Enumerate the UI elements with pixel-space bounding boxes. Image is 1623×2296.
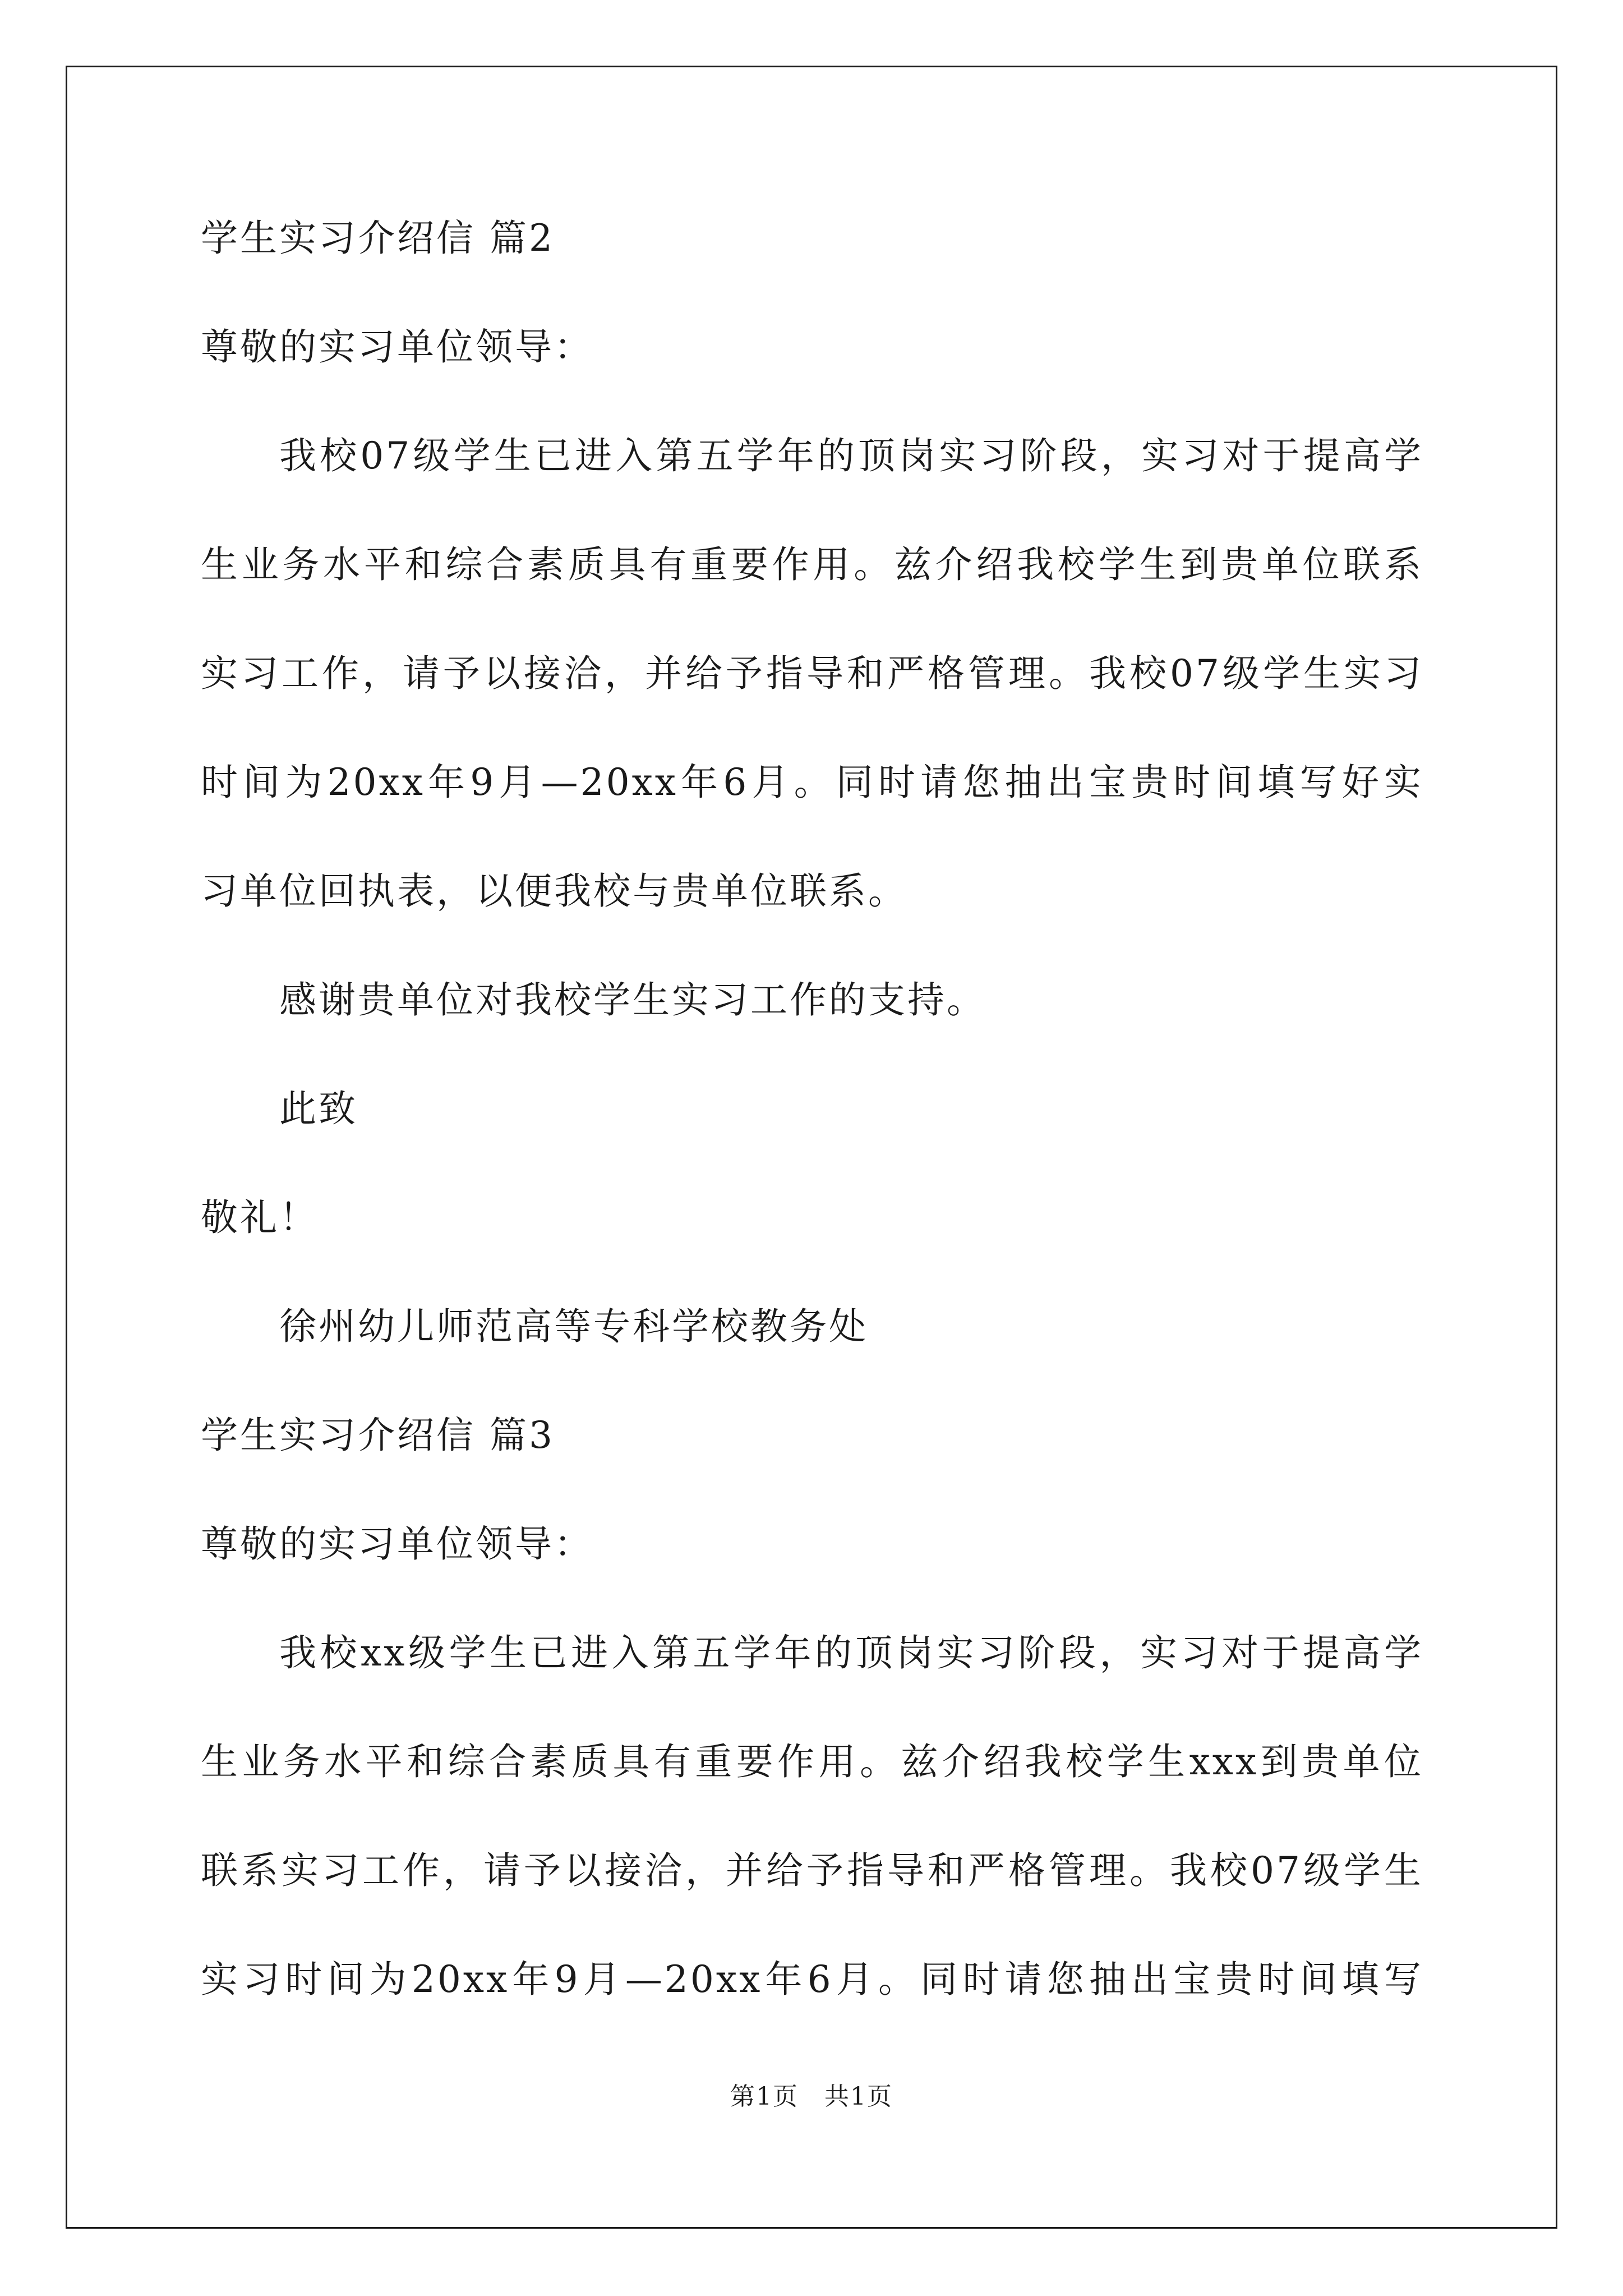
section-3-body-line: 联系实习工作，请予以接洽，并给予指导和严格管理。我校07级学生: [201, 1849, 1423, 1892]
section-2-body-line: 生业务水平和综合素质具有重要作用。兹介绍我校学生到贵单位联系: [201, 543, 1423, 586]
section-2-body-line: 习单位回执表，以便我校与贵单位联系。: [201, 869, 907, 913]
page-footer: 第1页 共1页: [730, 2082, 893, 2111]
section-3-title: 学生实习介绍信 篇3: [201, 1414, 555, 1457]
section-2-closing: 此致: [279, 1087, 358, 1130]
section-2-regards: 敬礼！: [201, 1196, 319, 1239]
section-2-body-line: 实习工作，请予以接洽，并给予指导和严格管理。我校07级学生实习: [201, 652, 1423, 695]
document-body: [201, 217, 1423, 2070]
section-2-signature: 徐州幼儿师范高等专科学校教务处: [279, 1305, 868, 1348]
section-2-body-line: 我校07级学生已进入第五学年的顶岗实习阶段，实习对于提高学: [279, 434, 1423, 477]
section-2-salutation: 尊敬的实习单位领导：: [201, 325, 593, 369]
section-2-body-line: 时间为20xx年9月—20xx年6月。同时请您抽出宝贵时间填写好实: [201, 761, 1423, 804]
section-3-body-line: 实习时间为20xx年9月—20xx年6月。同时请您抽出宝贵时间填写: [201, 1958, 1423, 2001]
section-3-salutation: 尊敬的实习单位领导：: [201, 1522, 593, 1566]
section-3-body-line: 我校xx级学生已进入第五学年的顶岗实习阶段，实习对于提高学: [279, 1631, 1423, 1674]
section-3-body-line: 生业务水平和综合素质具有重要作用。兹介绍我校学生xxx到贵单位: [201, 1740, 1423, 1783]
section-2-thanks: 感谢贵单位对我校学生实习工作的支持。: [279, 978, 986, 1022]
section-2-title: 学生实习介绍信 篇2: [201, 217, 555, 260]
